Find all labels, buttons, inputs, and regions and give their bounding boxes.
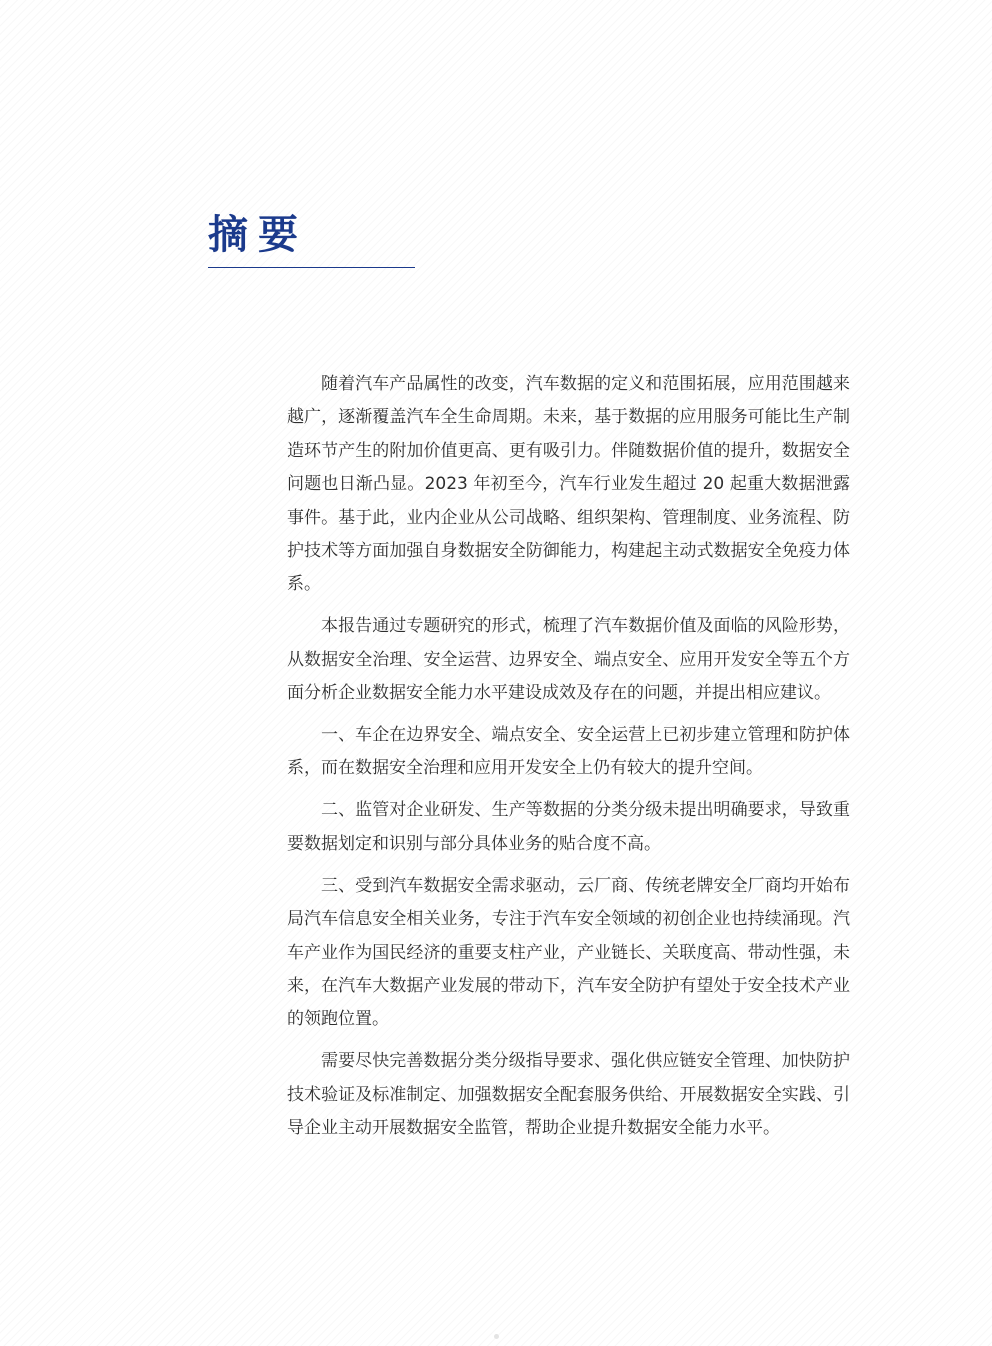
paragraph-2: 本报告通过专题研究的形式，梳理了汽车数据价值及面临的风险形势，从数据安全治理、安全运营、边界安全、端点安全、应用开发安全等五个方面分析企业数据安全能力水平建设成效及存在的问题，并提出相应建议。	[287, 616, 850, 704]
paragraph-3: 一、车企在边界安全、端点安全、安全运营上已初步建立管理和防护体系，而在数据安全治理和应用开发安全上仍有较大的提升空间。	[287, 725, 850, 779]
title-block	[208, 205, 415, 268]
paragraph-1: 随着汽车产品属性的改变，汽车数据的定义和范围拓展，应用范围越来越广，逐渐覆盖汽车全生命周期。未来，基于数据的应用服务可能比生产制造环节产生的附加价值更高、更有吸引力。伴随数据价值的提升，数据安全问题也日渐凸显。2023 年初至今，汽车行业发生超过 20 起重大数据泄露事件。基于此，业内企业从公司战略、组织架构、管理制度、业务流程、防护技术等方面加强自身数据安全防御能力，构建起主动式数据安全免疫力体系。	[287, 374, 850, 595]
abstract-body	[287, 368, 850, 1145]
paragraph-6: 需要尽快完善数据分类分级指导要求、强化供应链安全管理、加快防护技术验证及标准制定、加强数据安全配套服务供给、开展数据安全实践、引导企业主动开展数据安全监管，帮助企业提升数据安全能力水平。	[287, 1051, 850, 1139]
page-title: 摘要	[208, 212, 308, 258]
paragraph-5: 三、受到汽车数据安全需求驱动，云厂商、传统老牌安全厂商均开始布局汽车信息安全相关业务，专注于汽车安全领域的初创企业也持续涌现。汽车产业作为国民经济的重要支柱产业，产业链长、关联度高、带动性强，未来，在汽车大数据产业发展的带动下，汽车安全防护有望处于安全技术产业的领跑位置。	[287, 875, 850, 1030]
paragraph-4: 二、监管对企业研发、生产等数据的分类分级未提出明确要求，导致重要数据划定和识别与部分具体业务的贴合度不高。	[287, 800, 850, 854]
title-underline	[208, 267, 415, 268]
page-indicator-dot	[494, 1334, 499, 1339]
